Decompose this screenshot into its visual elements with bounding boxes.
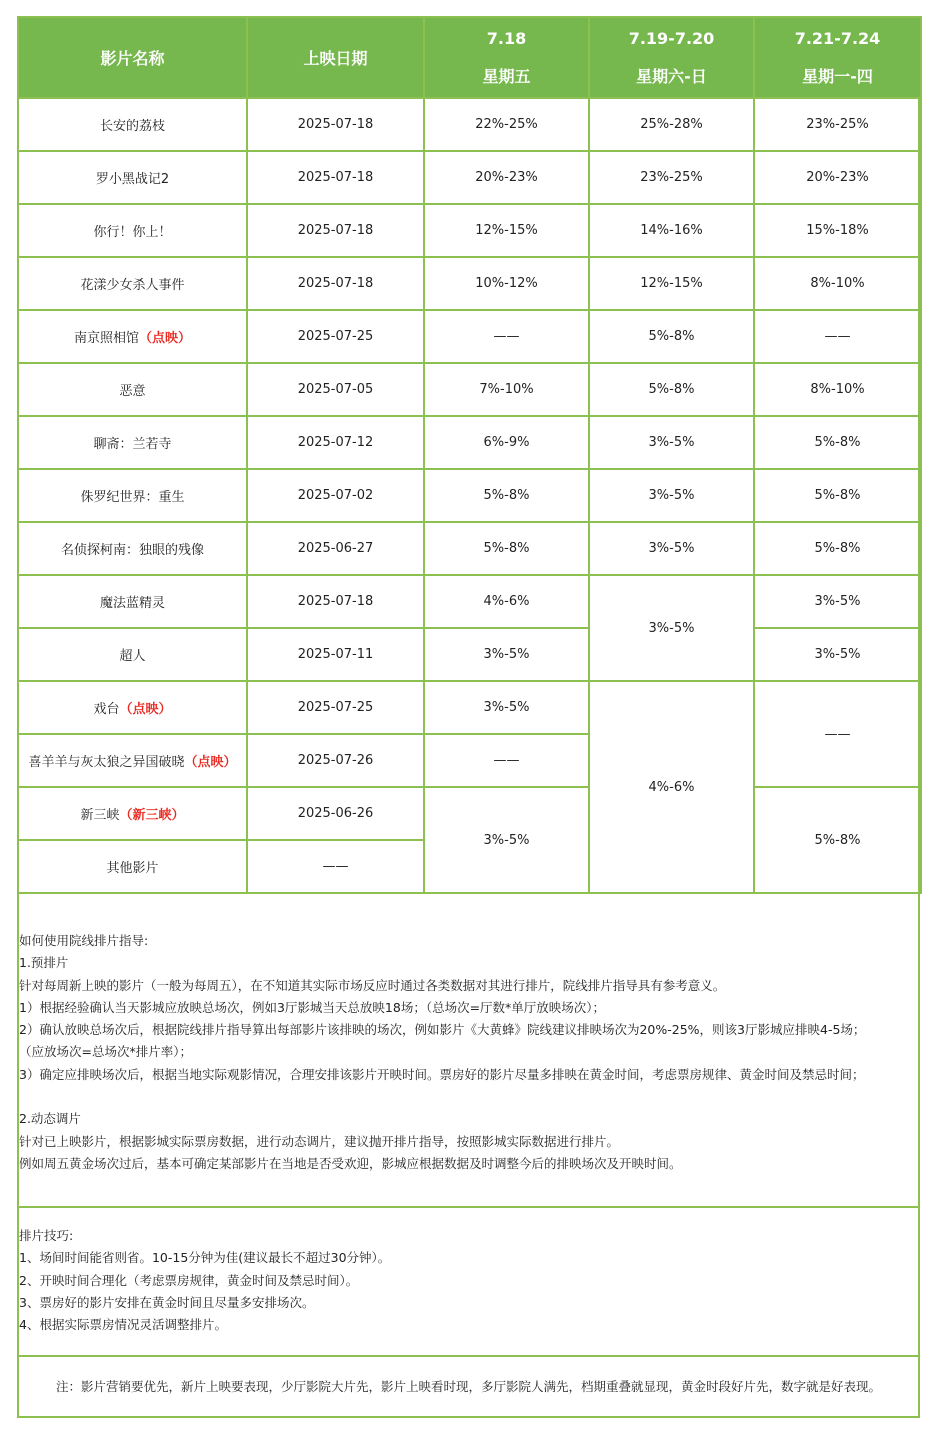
release-date: 2025-06-27 [247,522,424,575]
share-period-3: 15%-18% [754,204,921,257]
scheduling-tips [19,1225,917,1336]
table-row [18,469,921,522]
share-period-2: 12%-15% [589,257,754,310]
share-period-3: 5%-8% [754,469,921,522]
share-period-3: 5%-8% [754,416,921,469]
share-period-2: 3%-5% [589,416,754,469]
film-name: 花漾少女杀人事件 [18,257,247,310]
guide-text: 3）确定应排映场次后，根据当地实际观影情况，合理安排该影片开映时间。票房好的影片尽量多排映在黄金时间，考虑票房规律、黄金时间及禁忌时间； [19,1066,865,1082]
release-date: 2025-07-25 [247,310,424,363]
share-period-1: 22%-25% [424,98,589,151]
release-date: 2025-07-25 [247,681,424,734]
usage-guide [19,930,917,1175]
tip-item: 1、场间时间能省则省。10-15分钟为佳(建议最长不超过30分钟）。 [19,1250,391,1266]
release-date: 2025-07-02 [247,469,424,522]
share-period-2: 14%-16% [589,204,754,257]
share-period-1: —— [424,310,589,363]
film-name: 魔法蓝精灵 [18,575,247,628]
share-period-3: 23%-25% [754,98,921,151]
film-name: 聊斋：兰若寺 [18,416,247,469]
share-period-2: 5%-8% [589,363,754,416]
table-row [18,257,921,310]
share-period-1: 20%-23% [424,151,589,204]
guide-text: 1）根据经验确认当天影城应放映总场次，例如3厅影城当天总放映18场；（总场次=厅数*单厅放映场次）； [19,999,606,1015]
film-name: 罗小黑战记2 [18,151,247,204]
share-period-1: 5%-8% [424,469,589,522]
release-date: 2025-07-12 [247,416,424,469]
screening-tag: （点映） [139,331,192,346]
share-period-3: 3%-5% [754,628,921,681]
share-period-1-merged: 3%-5% [424,787,589,893]
share-period-3: 5%-8% [754,522,921,575]
guide-text: 针对已上映影片，根据影城实际票房数据，进行动态调片，建议抛开排片指导，按照影城实际数据进行排片。 [19,1133,620,1149]
share-period-3: 8%-10% [754,257,921,310]
release-date: 2025-07-18 [247,575,424,628]
share-period-1: 10%-12% [424,257,589,310]
film-name: 名侦探柯南：独眼的残像 [18,522,247,575]
share-period-3: —— [754,310,921,363]
film-name: 你行！你上！ [18,204,247,257]
film-name: 超人 [18,628,247,681]
film-name: 侏罗纪世界：重生 [18,469,247,522]
guide-text: 2）确认放映总场次后，根据院线排片指导算出每部影片该排映的场次，例如影片《大黄蜂》院线建议排映场次为20%-25%，则该3厅影城应排映4-5场； [19,1022,866,1038]
release-date: —— [247,840,424,893]
share-period-3: 3%-5% [754,575,921,628]
footer-note: 注：影片营销要优先，新片上映要表现，少厅影院大片先，影片上映看时现，多厅影院人满先，档期重叠就显现，黄金时段好片先，数字就是好表现。 [55,1379,881,1394]
table-row [18,151,921,204]
table-row [18,522,921,575]
share-period-2: 23%-25% [589,151,754,204]
share-period-1: 5%-8% [424,522,589,575]
tips-title: 排片技巧: [19,1228,74,1243]
col-header-release: 上映日期 [247,17,424,98]
release-date: 2025-07-18 [247,98,424,151]
release-date: 2025-07-11 [247,628,424,681]
table-row [18,98,921,151]
film-name: 新三峡（新三峡） [18,787,247,840]
share-period-1: 3%-5% [424,628,589,681]
share-period-2: 5%-8% [589,310,754,363]
release-date: 2025-07-18 [247,257,424,310]
share-period-1: 3%-5% [424,681,589,734]
film-name: 南京照相馆（点映） [18,310,247,363]
share-period-2-merged: 4%-6% [589,681,754,893]
share-period-1: 6%-9% [424,416,589,469]
share-period-1: 7%-10% [424,363,589,416]
release-date: 2025-06-26 [247,787,424,840]
share-period-1: —— [424,734,589,787]
table-row [18,310,921,363]
screening-tag: （点映） [184,755,237,770]
tip-item: 4、根据实际票房情况灵活调整排片。 [19,1317,227,1333]
film-name: 戏台（点映） [18,681,247,734]
tip-item: 2、开映时间合理化（考虑票房规律，黄金时间及禁忌时间）。 [19,1272,359,1288]
col-header-name: 影片名称 [18,17,247,98]
film-name: 恶意 [18,363,247,416]
guide-text: 例如周五黄金场次过后，基本可确定某部影片在当地是否受欢迎，影城应根据数据及时调整今后的排映场次及开映时间。 [19,1155,682,1171]
table-row [18,575,921,628]
release-date: 2025-07-18 [247,151,424,204]
guide-title: 如何使用院线排片指导: [19,933,149,948]
table-row [18,628,921,681]
guide-text: （应放场次=总场次*排片率）； [19,1044,192,1060]
film-name: 喜羊羊与灰太狼之异国破晓（点映） [18,734,247,787]
guide-text: 针对每周新上映的影片（一般为每周五），在不知道其实际市场反应时通过各类数据对其进行排片，院线排片指导具有参考意义。 [19,977,726,993]
share-period-3-merged: —— [754,681,921,787]
film-name: 长安的荔枝 [18,98,247,151]
schedule-table [17,16,922,894]
share-period-1: 4%-6% [424,575,589,628]
share-period-3: 8%-10% [754,363,921,416]
col-header-period-2: 7.19-7.20 星期六-日 [589,17,754,98]
table-row [18,787,921,840]
table-row [18,416,921,469]
table-row [18,204,921,257]
table-row [18,681,921,734]
share-period-3: 20%-23% [754,151,921,204]
col-header-period-1: 7.18 星期五 [424,17,589,98]
col-header-period-3: 7.21-7.24 星期一-四 [754,17,921,98]
screening-tag: （点映） [119,702,172,717]
share-period-2-merged: 3%-5% [589,575,754,681]
screening-tag: （新三峡） [119,808,185,823]
release-date: 2025-07-26 [247,734,424,787]
release-date: 2025-07-05 [247,363,424,416]
share-period-1: 12%-15% [424,204,589,257]
table-header [18,17,921,98]
share-period-3-merged: 5%-8% [754,787,921,893]
divider [17,1206,920,1208]
film-name: 其他影片 [18,840,247,893]
guide-section-1-title: 1.预排片 [19,955,69,971]
tip-item: 3、票房好的影片安排在黄金时间且尽量多安排场次。 [19,1294,315,1310]
share-period-2: 25%-28% [589,98,754,151]
table-row [18,363,921,416]
share-period-2: 3%-5% [589,522,754,575]
guide-section-2-title: 2.动态调片 [19,1111,81,1127]
share-period-2: 3%-5% [589,469,754,522]
release-date: 2025-07-18 [247,204,424,257]
